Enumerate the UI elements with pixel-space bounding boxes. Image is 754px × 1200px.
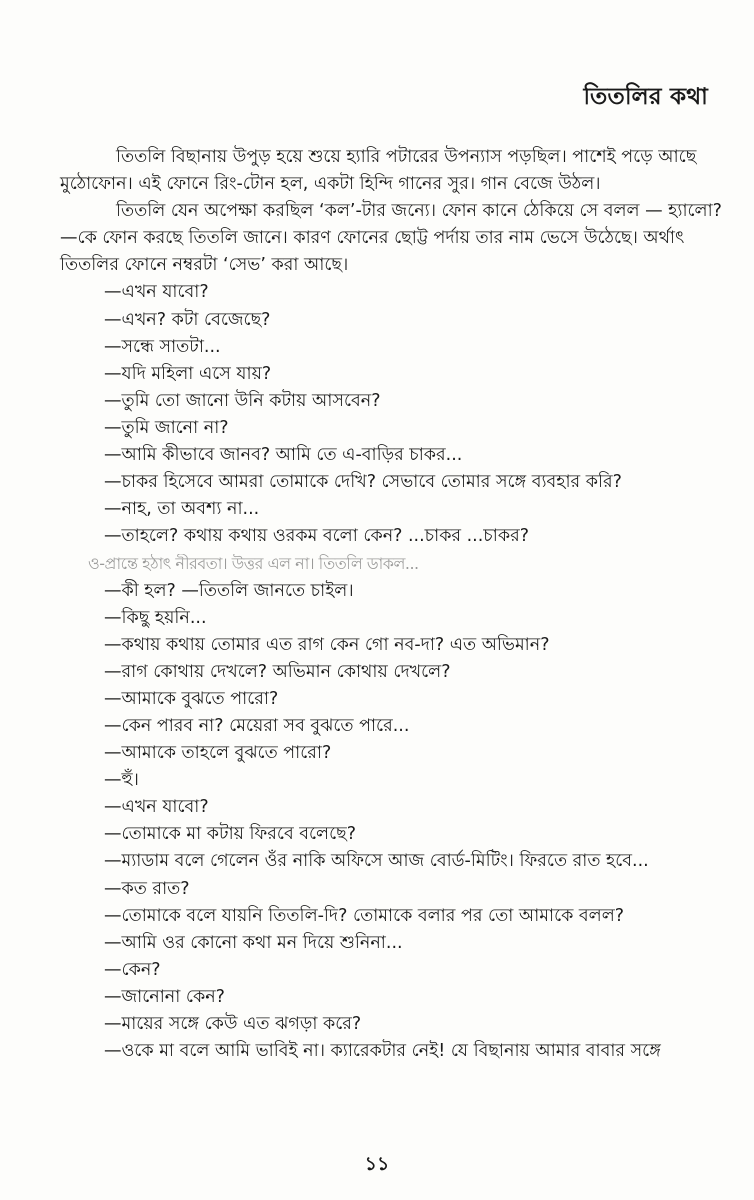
dialogue-line: —জানোনা কেন? xyxy=(104,986,225,1007)
dialogue-line: —কী হল? —তিতলি জানতে চাইল। xyxy=(104,580,354,601)
dialogue-line: —কিছু হয়নি... xyxy=(104,607,207,628)
dialogue-line: —কত রাত? xyxy=(104,878,190,899)
smudged-line: ও-প্রান্তে হঠাৎ নীরবতা। উত্তর এল না। তিতলি ডাকল... xyxy=(88,554,419,574)
dialogue-line: —সন্ধে সাতটা... xyxy=(104,336,221,357)
dialogue-line: —আমি কীভাবে জানব? আমি তে এ-বাড়ির চাকর... xyxy=(104,445,463,466)
dialogue-line: —ওকে মা বলে আমি ভাবিই না। ক্যারেকটার নেই! যে বিছানায় আমার বাবার সঙ্গে xyxy=(104,1041,661,1062)
dialogue-line: —আমাকে বুঝতে পারো? xyxy=(104,688,279,709)
dialogue-line: —তাহলে? কথায় কথায় ওরকম বলো কেন? ...চাকর ...চাকর? xyxy=(104,526,529,547)
dialogue-line: —এখন? কটা বেজেছে? xyxy=(104,309,271,330)
dialogue-line: —তোমাকে মা কটায় ফিরবে বলেছে? xyxy=(104,824,357,845)
dialogue-line: —তুমি জানো না? xyxy=(104,417,229,438)
text-line: —কে ফোন করছে তিতলি জানে। কারণ ফোনের ছোট্ট পর্দায় তার নাম ভেসে উঠেছে। অর্থাৎ xyxy=(60,228,685,249)
body-text xyxy=(60,144,722,1065)
dialogue-line: —এখন যাবো? xyxy=(104,797,209,818)
text-line: তিতলি যেন অপেক্ষা করছিল ‘কল’-টার জন্যে। ফোন কানে ঠেকিয়ে সে বলল — হ্যালো? xyxy=(116,201,722,222)
paragraph xyxy=(60,198,722,279)
dialogue-line: —ম্যাডাম বলে গেলেন ওঁর নাকি অফিসে আজ বোর্ড-মিটিং। ফিরতে রাত হবে... xyxy=(104,851,649,872)
dialogue-line: —মায়ের সঙ্গে কেউ এত ঝগড়া করে? xyxy=(104,1014,362,1034)
page-number: ১১ xyxy=(364,1153,390,1175)
text-line: মুঠোফোন। এই ফোনে রিং-টোন হল, একটা হিন্দি গানের সুর। গান বেজে উঠল। xyxy=(60,174,601,195)
dialogue-line: —তোমাকে বলে যায়নি তিতলি-দি? তোমাকে বলার পর তো আমাকে বলল? xyxy=(104,905,625,926)
dialogue-line: —চাকর হিসেবে আমরা তোমাকে দেখি? সেভাবে তোমার সঙ্গে ব্যবহার করি? xyxy=(104,472,622,493)
dialogue-line: —আমাকে তাহলে বুঝতে পারো? xyxy=(104,743,332,764)
dialogue-line: —কেন? xyxy=(104,959,161,980)
dialogue-line: —তুমি তো জানো উনি কটায় আসবেন? xyxy=(104,390,381,411)
paragraph xyxy=(60,144,712,198)
dialogue-line: —হুঁ। xyxy=(104,770,139,791)
text-line: তিতলির ফোনে নম্বরটা ‘সেভ’ করা আছে। xyxy=(60,255,349,276)
chapter-title: তিতলির কথা xyxy=(583,84,708,110)
text-line: তিতলি বিছানায় উপুড় হয়ে শুয়ে হ্যারি পটারের উপন্যাস পড়ছিল। পাশেই পড়ে আছে xyxy=(116,147,697,167)
dialogue-line: —নাহ, তা অবশ্য না... xyxy=(104,499,260,520)
dialogue-line: —রাগ কোথায় দেখলে? অভিমান কোথায় দেখলে? xyxy=(104,661,451,682)
dialogue-line: —যদি মহিলা এসে যায়? xyxy=(104,363,272,384)
dialogue-line: —কেন পারব না? মেয়েরা সব বুঝতে পারে... xyxy=(104,715,410,736)
dialogue-line: —আমি ওর কোনো কথা মন দিয়ে শুনিনা... xyxy=(104,932,403,953)
dialogue-line: —এখন যাবো? xyxy=(104,282,209,303)
dialogue-line: —কথায় কথায় তোমার এত রাগ কেন গো নব-দা? এত অভিমান? xyxy=(104,634,550,655)
